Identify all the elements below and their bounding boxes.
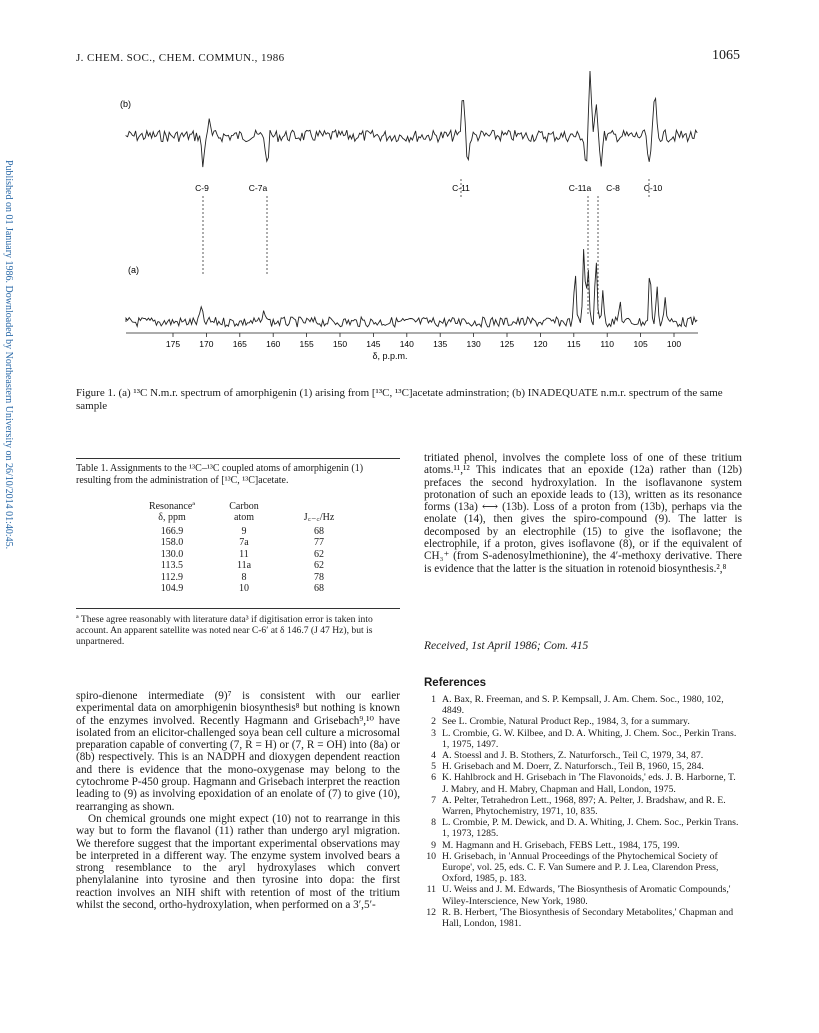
- coupling-cell: 62: [314, 560, 324, 572]
- carbon-atom-cell: 11: [239, 548, 249, 560]
- reference-text: H. Grisebach and M. Doerr, Z. Naturforsch., Teil B, 1960, 15, 284.: [442, 761, 704, 773]
- coupling-cell: 68: [314, 526, 324, 537]
- reference-text: R. B. Herbert, 'The Biosynthesis of Secondary Metabolites,' Chapman and Hall, London, 1981.: [442, 906, 734, 930]
- col-head-resonance: Resonanceª: [148, 501, 196, 512]
- running-head: J. CHEM. SOC., CHEM. COMMUN., 1986: [76, 52, 285, 64]
- reference-text: M. Hagmann and H. Grisebach, FEBS Lett., 1984, 175, 199.: [442, 839, 680, 851]
- coupling-cell: 68: [314, 583, 324, 594]
- inadequate-trace: [126, 71, 697, 167]
- reference-number: 1: [431, 694, 436, 705]
- reference-text: H. Grisebach, in 'Annual Proceedings of the Phytochemical Society of Europe', vol. 25, eds. C. F. Van Sumere and P. J. Lea, Clarendon Press, Oxford, 1985, p. 183.: [442, 850, 719, 885]
- reference-item: [424, 817, 742, 839]
- resonance-cell: 113.5: [160, 560, 184, 572]
- resonance-cell: 104.9: [160, 583, 184, 594]
- coupling-cell: 77: [314, 537, 324, 549]
- axis-tick-label: 160: [266, 339, 281, 349]
- references-heading: References: [424, 677, 487, 689]
- axis-tick-label: 120: [533, 339, 548, 349]
- publication-stamp-text: Published on 01 January 1986. Downloaded by Northeastern University on 26/10/2014 01:40:45.: [3, 160, 14, 550]
- reference-text: L. Crombie, G. W. Kilbee, and D. A. Whiting, J. Chem. Soc., Perkin Trans. 1, 1975, 1497.: [442, 727, 737, 750]
- reference-text: A. Stoessl and J. B. Stothers, Z. Naturforsch., Teil C, 1979, 34, 87.: [442, 750, 704, 762]
- reference-number: 8: [431, 817, 436, 829]
- carbon-atom-cell: 7a: [239, 537, 249, 549]
- reference-item: [424, 884, 742, 906]
- reference-item: [424, 694, 742, 716]
- resonance-cell: 130.0: [160, 548, 184, 560]
- axis-tick-label: 130: [466, 339, 481, 349]
- table-body: [76, 499, 400, 603]
- axis-ticks: [166, 333, 681, 349]
- reference-item: [424, 761, 742, 772]
- reference-number: 9: [431, 839, 436, 851]
- carbon-label: C-8: [606, 183, 620, 193]
- carbon-atom-cell: 11a: [236, 560, 252, 572]
- table-footnote: ª These agree reasonably with literature data³ if digitisation error is taken into account. An apparent satellite was noted near C-6′ at δ 146.7 (J 47 Hz), but is unpartnered.: [76, 614, 373, 647]
- axis-tick-label: 105: [633, 339, 648, 349]
- left-paragraph-2: On chemical grounds one might expect (10) not to rearrange in this way but to form the flavanol (11) rather than undergo aryl migration. We therefore suggest that the important experimental observations may be interpreted in a different way. The enzyme system involved bears a strong resemblance to the aryl hydroxylases which convert phenylalanine into tyrosine and then tyrosine into dopa: the first reaction involves an NIH shift with retention of most of the tritium whilst the second, ortho-hydroxylation, when performed on a 3′,5′-: [76, 812, 400, 912]
- carbon-label: C-9: [195, 183, 209, 193]
- reference-number: 3: [431, 727, 436, 739]
- table-top-rule: [76, 458, 400, 459]
- axis-tick-label: 155: [299, 339, 314, 349]
- panel-b-label: (b): [120, 99, 131, 109]
- carbon-label: C-11: [452, 183, 470, 193]
- carbon-atom-cell: 8: [241, 571, 247, 583]
- reference-text: U. Weiss and J. M. Edwards, 'The Biosynthesis of Aromatic Compounds,' Wiley-Interscience, New York, 1980.: [442, 884, 731, 907]
- coupling-cell: 62: [314, 548, 324, 560]
- reference-number: 4: [431, 750, 436, 762]
- left-column: [76, 690, 400, 911]
- axis-tick-label: 170: [199, 339, 214, 349]
- resonance-cell: 158.0: [160, 537, 184, 549]
- reference-text: L. Crombie, P. M. Dewick, and D. A. Whiting, J. Chem. Soc., Perkin Trans. 1, 1973, 1285.: [442, 817, 739, 840]
- reference-number: 2: [431, 716, 436, 728]
- col-head-coupling: J꜀₋꜀/Hz: [303, 512, 335, 523]
- axis-tick-label: 110: [600, 339, 614, 349]
- reference-item: [424, 750, 742, 761]
- reference-number: 11: [426, 884, 436, 896]
- reference-item: [424, 795, 742, 817]
- publication-stamp: [2, 160, 16, 840]
- col-head-carbon: Carbon: [229, 501, 259, 512]
- reference-text: See L. Crombie, Natural Product Rep., 1984, 3, for a summary.: [442, 716, 690, 728]
- reference-text: A. Pelter, Tetrahedron Lett., 1968, 897; A. Pelter, J. Bradshaw, and R. E. Warren, Phytochemistry, 1971, 10, 835.: [442, 794, 726, 818]
- carbon-label: C-7a: [248, 183, 268, 193]
- col-head-carbon-unit: atom: [234, 512, 254, 523]
- axis-tick-label: 175: [165, 339, 181, 349]
- reference-text: A. Bax, R. Freeman, and S. P. Kempsall, J. Am. Chem. Soc., 1980, 102, 4849.: [442, 694, 724, 717]
- axis-tick-label: 140: [399, 339, 414, 349]
- reference-number: 7: [431, 794, 436, 806]
- reference-number: 6: [431, 772, 436, 784]
- reference-item: [424, 840, 742, 851]
- reference-number: 5: [431, 761, 436, 773]
- axis-tick-label: 165: [232, 339, 247, 349]
- axis-tick-label: 135: [433, 339, 448, 349]
- left-paragraph-1: spiro-dienone intermediate (9)⁷ is consistent with our earlier experimental data on amorphigenin biosynthesis⁸ but nothing is known of the enzymes involved. Recently Hagmann and Grisebach⁹,¹⁰ have isolated from an elicitor-challenged soya bean cell culture a microsomal preparation capable of converting (7, R = H) or (7, R = OH) into (8a) or (8b) respectively. This is an NADPH and dioxygen dependent reaction and there is evidence that the mono-oxygenase may belong to the cytochrome P-450 group. Hagmann and Grisebach interpret the reaction leading to (9) as involving epoxidation of an enolate of (7) to give (10), rearranging as shown.: [76, 690, 400, 813]
- axis-tick-label: 145: [366, 339, 381, 349]
- right-column-paragraph: tritiated phenol, involves the complete loss of one of these tritium atoms.¹¹,¹² This indicates that an epoxide (12a) rather than (12b) prefaces the second hydroxylation. In the isoflavanone system protonation of such an epoxide leads to (13), written as its resonance forms (13a) ⟷ (13b). Loss of a proton from (13b), perhaps via the enolate (14), then gives the spiro-compound (9). The latter is decomposed by an electrophile (15) to give the isoflavone; the electrophile, if a proton, gives isoflavone (8), or if the equivalent of CH₃⁺ (from S-adenosylmethionine), the 4′-methoxy derivative. There is evidence that the latter is the situation in rotenoid biosynthesis.²,⁸: [424, 452, 742, 575]
- resonance-cell: 166.9: [160, 526, 184, 537]
- coupling-cell: 78: [314, 571, 324, 583]
- received-line: Received, 1st April 1986; Com. 415: [424, 640, 589, 652]
- reference-item: [424, 772, 742, 794]
- reference-number: 10: [426, 850, 436, 862]
- carbon-labels: [195, 183, 662, 193]
- nmr-figure: [100, 70, 720, 370]
- carbon-label: C-11a: [568, 183, 592, 193]
- reference-item: [424, 716, 742, 727]
- figure-caption: Figure 1. (a) ¹³C N.m.r. spectrum of amorphigenin (1) arising from [¹³C, ¹³C]acetate adminstration; (b) INADEQUATE n.m.r. spectrum of the same sample: [76, 387, 723, 412]
- axis-tick-label: 100: [666, 339, 682, 349]
- resonance-cell: 112.9: [160, 571, 184, 583]
- col-head-resonance-unit: δ, ppm: [158, 512, 186, 523]
- axis-label: δ, p.p.m.: [372, 351, 408, 361]
- panel-a-label: (a): [128, 265, 139, 275]
- axis-tick-label: 150: [332, 339, 348, 349]
- reference-text: K. Hahlbrock and H. Grisebach in 'The Flavonoids,' eds. J. B. Harborne, T. J. Mabry, and H. Mabry, Chapman and Hall, London, 1975.: [442, 772, 736, 795]
- c13-spectrum-trace: [126, 249, 697, 327]
- table-bottom-rule: [76, 608, 400, 609]
- carbon-atom-cell: 10: [239, 583, 249, 594]
- axis-tick-label: 115: [567, 339, 581, 349]
- reference-item: [424, 907, 742, 929]
- carbon-label: C-10: [643, 183, 663, 193]
- reference-item: [424, 851, 742, 885]
- carbon-atom-cell: 9: [241, 526, 247, 537]
- axis-tick-label: 125: [499, 339, 515, 349]
- page-number: 1065: [712, 48, 740, 63]
- reference-item: [424, 728, 742, 750]
- reference-number: 12: [426, 906, 436, 918]
- table-title: Table 1. Assignments to the ¹³C–¹³C coupled atoms of amorphigenin (1) resulting from the administration of [¹³C, ¹³C]acetate.: [76, 463, 364, 486]
- reference-list: [424, 694, 742, 929]
